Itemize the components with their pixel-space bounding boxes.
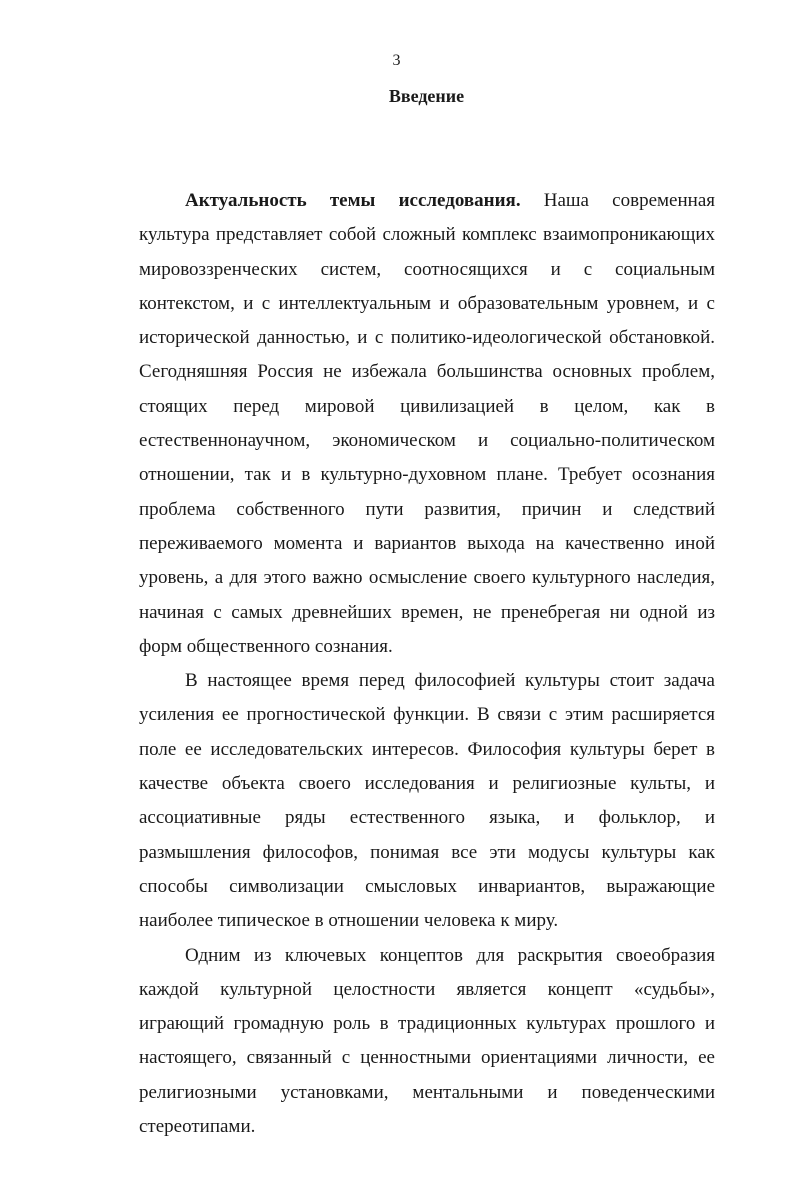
paragraph-text: Наша современная культура представляет собой сложный комплекс взаимопроникающих мировоззренческих систем, соотносящихся и с социальным контекстом, и с интеллектуальным и образовательным уровнем, и с исторической данностью, и с политико-идеологической обстановкой. Сегодняшняя Россия не избежала большинства основных проблем, стоящих перед мировой цивилизацией в целом, как в естественнонаучном, экономическом и социально-политическом отношении, так и в культурно-духовном плане. Требует осознания проблема собственного пути развития, причин и следствий переживаемого момента и вариантов выхода на качественно иной уровень, а для этого важно осмысление своего культурного наследия, начиная с самых древнейших времен, не пренебрегая ни одной из форм общественного сознания. bbox=[139, 190, 715, 657]
body-text bbox=[139, 184, 715, 1144]
page-number: 3 bbox=[392, 52, 401, 69]
paragraph-lead: Актуальность темы исследования. bbox=[185, 190, 521, 211]
paragraph-fate-concept: Одним из ключевых концептов для раскрытия своеобразия каждой культурной целостности является концепт «судьбы», играющий громадную роль в традиционных культурах прошлого и настоящего, связанный с ценностными ориентациями личности, ее религиозными установками, ментальными и поведенческими стереотипами. bbox=[139, 944, 715, 1138]
section-title: Введение bbox=[388, 86, 465, 106]
paragraph-relevance bbox=[139, 184, 715, 664]
paragraph-philosophy: В настоящее время перед философией культуры стоит задача усиления ее прогностической функции. В связи с этим расширяется поле ее исследовательских интересов. Философия культуры берет в качестве объекта своего исследования и религиозные культы, и ассоциативные ряды естественного языка, и фольклор, и размышления философов, понимая все эти модусы культуры как способы символизации смысловых инвариантов, выражающие наиболее типическое в отношении человека к миру. bbox=[139, 670, 715, 932]
